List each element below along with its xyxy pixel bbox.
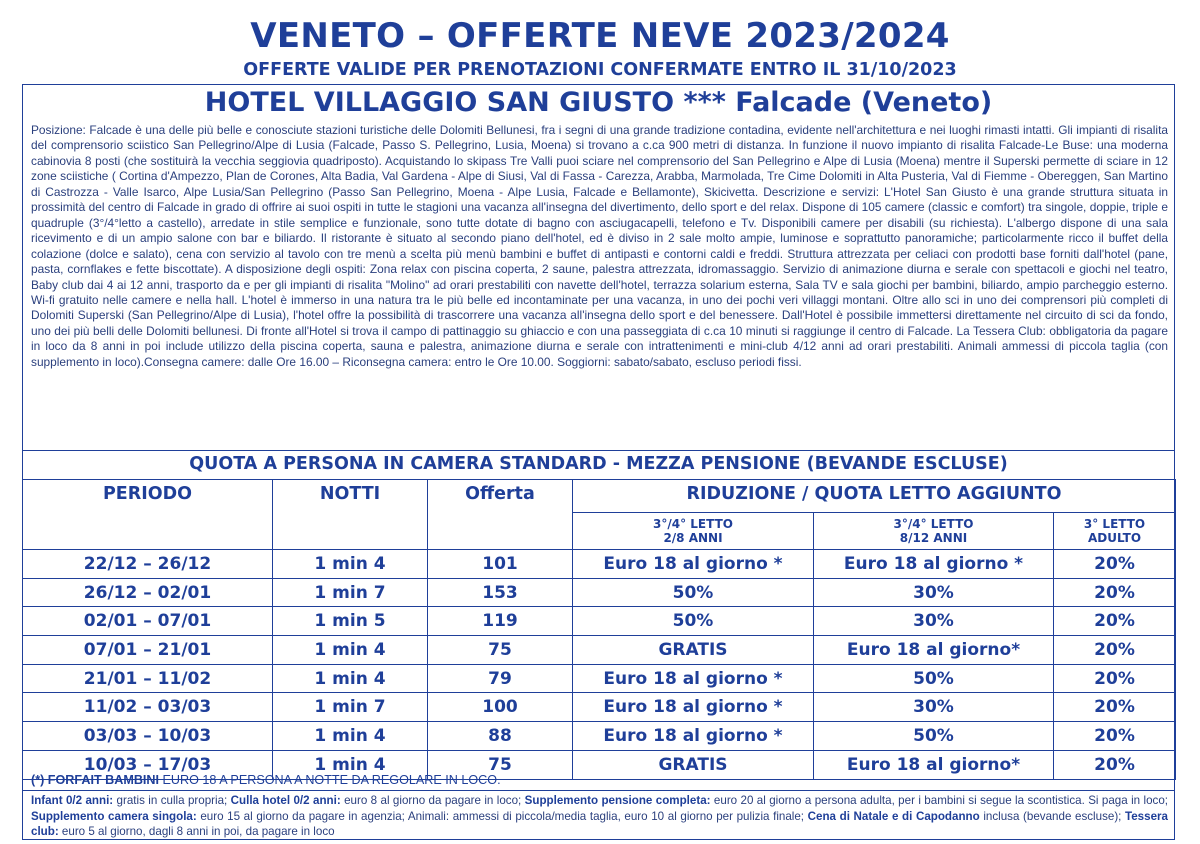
cell-riduzione-8-12: Euro 18 al giorno * [814,550,1054,579]
note-label: Tessera club: [31,809,1168,838]
subheader-line: 3°/4° LETTO [893,517,974,531]
subheader-line: 3° LETTO [1083,517,1146,531]
note-text: euro 20 al giorno a persona adulta, per i bambini si segue la scontistica. Si paga in loco; [710,794,1168,807]
table-row [23,550,1176,579]
cell-notti: 1 min 4 [273,550,428,579]
note-label: Infant 0/2 anni: [31,794,114,807]
note-text: gratis in culla propria; [113,794,231,807]
pricing-heading: QUOTA A PERSONA IN CAMERA STANDARD - MEZZA PENSIONE (BEVANDE ESCLUSE) [189,454,1008,474]
cell-riduzione-adulto: 20% [1054,750,1176,779]
cell-notti: 1 min 7 [273,578,428,607]
cell-riduzione-8-12: Euro 18 al giorno* [814,636,1054,665]
header-offerta: Offerta [428,480,573,513]
subheader-line: 8/12 ANNI [899,531,968,545]
subheader-adult [1054,513,1176,550]
cell-periodo: 26/12 – 02/01 [23,578,273,607]
cell-notti: 1 min 5 [273,607,428,636]
cell-riduzione-adulto: 20% [1054,550,1176,579]
pricing-table [22,479,1176,780]
cell-riduzione-2-8: 50% [573,607,814,636]
cell-riduzione-8-12: 50% [814,664,1054,693]
cell-offerta: 79 [428,664,573,693]
page-title: VENETO – OFFERTE NEVE 2023/2024 [250,16,950,56]
table-row [23,607,1176,636]
subheader-child-8-12 [814,513,1054,550]
divider [22,790,1175,791]
cell-riduzione-adulto: 20% [1054,578,1176,607]
subheader-line: ADULTO [1087,531,1142,545]
note-label: Culla hotel 0/2 anni: [230,794,341,807]
cell-riduzione-adulto: 20% [1054,636,1176,665]
cell-riduzione-2-8: Euro 18 al giorno * [573,693,814,722]
header-blank [428,513,573,550]
subheader-line: 3°/4° LETTO [653,517,733,531]
cell-offerta: 88 [428,722,573,751]
table-row [23,722,1176,751]
cell-offerta: 75 [428,636,573,665]
table-row [23,636,1176,665]
cell-periodo: 21/01 – 11/02 [23,664,273,693]
cell-periodo: 02/01 – 07/01 [23,607,273,636]
cell-riduzione-2-8: Euro 18 al giorno * [573,550,814,579]
cell-periodo: 07/01 – 21/01 [23,636,273,665]
forfait-note [31,772,1168,788]
supplement-notes [31,793,1168,840]
note-label: Cena di Natale e di Capodanno [807,809,980,823]
cell-notti: 1 min 7 [273,693,428,722]
cell-periodo: 11/02 – 03/03 [23,693,273,722]
forfait-text: EURO 18 A PERSONA A NOTTE DA REGOLARE IN LOCO. [159,773,501,787]
cell-riduzione-2-8: Euro 18 al giorno * [573,722,814,751]
hotel-name: HOTEL VILLAGGIO SAN GIUSTO *** Falcade (Veneto) [204,87,993,118]
cell-notti: 1 min 4 [273,750,428,779]
cell-riduzione-2-8: Euro 18 al giorno * [573,664,814,693]
cell-periodo: 03/03 – 10/03 [23,722,273,751]
header-notti: NOTTI [273,480,428,513]
cell-notti: 1 min 4 [273,664,428,693]
header-periodo: PERIODO [23,480,273,513]
table-row [23,578,1176,607]
cell-riduzione-adulto: 20% [1054,664,1176,693]
header-riduzione: RIDUZIONE / QUOTA LETTO AGGIUNTO [573,480,1176,513]
cell-offerta: 100 [428,693,573,722]
divider [22,450,1175,451]
forfait-label: (*) FORFAIT BAMBINI [31,773,160,787]
hotel-description [31,123,1168,448]
note-label: Supplemento pensione completa: [524,794,711,807]
cell-offerta: 153 [428,578,573,607]
cell-periodo: 10/03 – 17/03 [23,750,273,779]
cell-notti: 1 min 4 [273,636,428,665]
page-subtitle: OFFERTE VALIDE PER PRENOTAZIONI CONFERMATE ENTRO IL 31/10/2023 [243,60,957,80]
table-header-row [23,480,1176,513]
cell-riduzione-8-12: 30% [814,607,1054,636]
note-text: inclusa (bevande escluse); [979,809,1126,823]
cell-offerta: 75 [428,750,573,779]
note-text: euro 8 al giorno da pagare in loco; [340,794,525,807]
subheader-child-2-8 [573,513,814,550]
cell-notti: 1 min 4 [273,722,428,751]
note-label: Supplemento camera singola: [31,809,197,823]
note-text: euro 5 al giorno, dagli 8 anni in poi, da pagare in loco [58,825,335,838]
cell-riduzione-adulto: 20% [1054,693,1176,722]
cell-riduzione-2-8: GRATIS [573,636,814,665]
header-blank [23,513,273,550]
table-row [23,693,1176,722]
cell-riduzione-adulto: 20% [1054,722,1176,751]
description-text: Posizione: Falcade è una delle più belle e conosciute stazioni turistiche delle Dolomiti Bellunesi, fra i segni di una grande tradizione contadina, evidente nell'architettura e nei luoghi rimasti intatti. Gli impianti di risalita del comprensorio sciistico San Pellegrino/Alpe di Lusia (Falcade, Passo S. Pellegrino, Lusia, Moena) si trovano a c.ca 900 metri di distanza. In funzione il nuovo impianto di risalita Falcade-Le Buse: una moderna cabinovia 8 posti (che sostituirà la vecchia seggiovia quadriposto). Acquistando lo skipass Tre Valli puoi sciare nel comprensorio del San Pellegrino e Alpe di Lusia (Moena) mentre il Superski permette di sciare in 12 zone sciistiche ( Cortina d'Ampezzo, Plan de Corones, Alta Badia, Val Gardena - Alpe di Siusi, Val di Fassa - Carezza, Arabba, Marmolada, Tre Cime Dolomiti in Alta Pusteria, Val di Fiemme - Obereggen, San Martino di Castrozza - Valle Isarco, Alpe Lusia/San Pellegrino (Passo San Pellegrino, Moena - Alpe Lusia, Falcade e Bellamonte), Skicivetta. Descrizione e servizi: L'Hotel San Giusto è una grande struttura situata in prossimità del centro di Falcade in grado di offrire ai suoi ospiti in tutte le stagioni una vacanza all'insegna del divertimento, dello sport e del relax. Dispone di 105 camere (classic e comfort) tra singole, doppie, triple e quadruple (3°/4°letto a castello), arredate in stile semplice e funzionale, sono tutte dotate di bagno con asciugacapelli, telefono e Tv. Disponibili camere per disabili (su richiesta). L'albergo dispone di una sala ricevimento e di un ampio salone con bar e biliardo. Il ristorante è situato al secondo piano dell'hotel, ed è diviso in 2 sale molto ampie, luminose e soprattutto panoramiche; particolarmente ricco il buffet della colazione (dolce e salato), cena con servizio al tavolo con tre menù a scelta più menù bambini e buffet di antipasti e contorni caldi e freddi. Struttura attrezzata per celiaci con prodotti base forniti dall'hotel (pane, pasta, cornflakes e fette biscottate). A disposizione degli ospiti: Zona relax con piscina coperta, 2 saune, palestra attrezzata, idromassaggio. Servizio di animazione diurna e serale con spettacoli e giochi nel teatro, Baby club dai 4 ai 12 anni, trasporto da e per gli impianti di risalita "Molino" ad orari prestabiliti con navette dell'hotel, terrazza solarium esterna, Sala TV e sala giochi per bambini, biliardo, ampio parcheggio esterno. Wi-fi gratuito nelle camere e nella hall. L'hotel è immerso in una natura tra le più belle ed incontaminate per una vacanza, in uno dei pochi veri villaggi montani. Oltre allo sci in uno dei comprensori più completi di Dolomiti Superski (San Pellegrino/Alpe di Lusia), l'hotel offre la possibilità di trascorrere una vacanza all'insegna dello sport e del benessere. Dall'Hotel è possibile immettersi direttamente nel circuito di sci da fondo, uno dei più belli delle Dolomiti bellunesi. Di fronte all'Hotel si trova il campo di pattinaggio su ghiaccio e con una passeggiata di c.ca 10 minuti si raggiunge il centro di Falcade. La Tessera Club: obbligatoria da pagare in loco da 8 anni in poi include utilizzo della piscina coperta, sauna e palestra, animazione diurna e serale con intrattenimenti e mini-club 4/12 anni ad orari prestabiliti. Animali ammessi di piccola taglia (con supplemento in loco).Consegna camere: dalle Ore 16.00 – Riconsegna camera: entro le Ore 10.00. Soggiorni: sabato/sabato, escluso periodi fissi. [31,123,1168,369]
cell-riduzione-adulto: 20% [1054,607,1176,636]
cell-riduzione-8-12: 50% [814,722,1054,751]
cell-riduzione-2-8: 50% [573,578,814,607]
header-blank [273,513,428,550]
cell-riduzione-8-12: 30% [814,578,1054,607]
table-subheader-row [23,513,1176,550]
cell-riduzione-8-12: 30% [814,693,1054,722]
cell-offerta: 101 [428,550,573,579]
cell-riduzione-8-12: Euro 18 al giorno* [814,750,1054,779]
table-row [23,664,1176,693]
cell-offerta: 119 [428,607,573,636]
cell-riduzione-2-8: GRATIS [573,750,814,779]
note-text: euro 15 al giorno da pagare in agenzia; Animali: ammessi di piccola/media taglia, euro 10 al giorno per pulizia finale; [196,809,808,823]
cell-periodo: 22/12 – 26/12 [23,550,273,579]
subheader-line: 2/8 ANNI [663,531,723,545]
